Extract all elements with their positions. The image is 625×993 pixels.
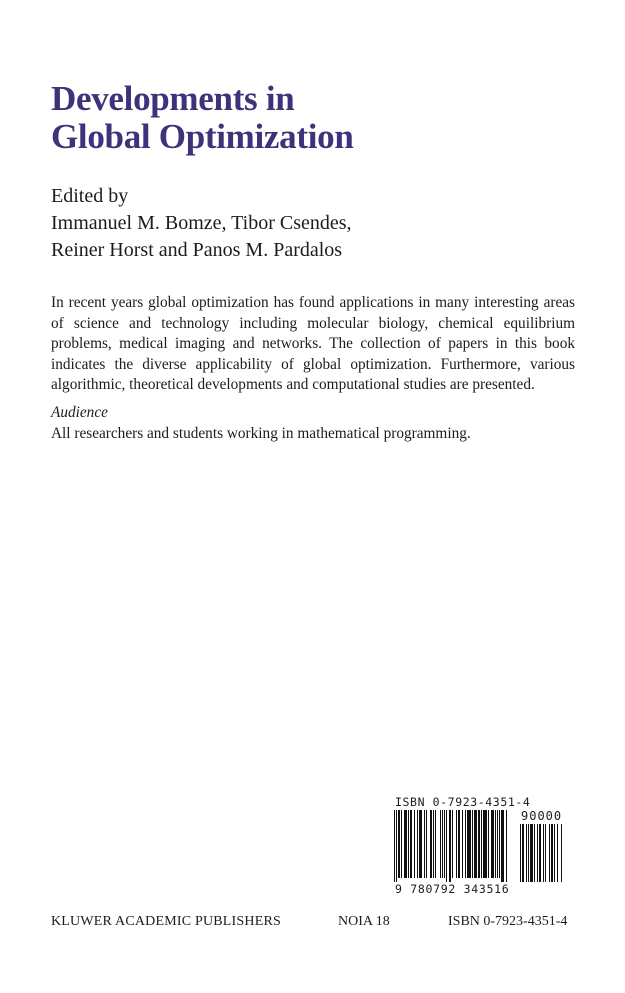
- edited-by-label: Edited by: [51, 185, 129, 207]
- barcode-bar: [426, 810, 427, 878]
- barcode-bar: [442, 810, 443, 878]
- barcode-bar: [554, 824, 555, 882]
- barcode-bar: [478, 810, 480, 878]
- barcode-bar: [491, 810, 494, 878]
- barcode-bar: [539, 824, 541, 882]
- barcode-bar: [396, 810, 397, 882]
- barcode-bar: [520, 824, 521, 882]
- book-title-line-2: Global Optimization: [51, 117, 354, 156]
- isbn-barcode: [394, 796, 579, 900]
- audience-heading: Audience: [51, 404, 108, 421]
- barcode-bar: [528, 824, 529, 882]
- barcode-bar: [414, 810, 415, 878]
- audience-text: All researchers and students working in mathematical programming.: [51, 425, 471, 442]
- barcode-bar: [417, 810, 418, 878]
- barcode-bar: [452, 810, 453, 878]
- barcode-bar: [522, 824, 524, 882]
- barcode-bar: [410, 810, 412, 878]
- barcode-bar: [398, 810, 400, 878]
- editors-block: [51, 183, 352, 264]
- series-number: NOIA 18: [338, 914, 390, 929]
- barcode-bar: [526, 824, 527, 882]
- barcode-bar: [444, 810, 445, 878]
- barcode-bar: [456, 810, 457, 878]
- barcode-bar: [543, 824, 544, 882]
- barcode-bar: [408, 810, 409, 878]
- barcode-bar: [462, 810, 463, 878]
- barcode-bar: [465, 810, 466, 878]
- barcode-bar: [435, 810, 436, 878]
- barcode-ean-digits: 9 780792 343516: [395, 882, 510, 896]
- editor-names-line-1: Immanuel M. Bomze, Tibor Csendes,: [51, 212, 352, 234]
- barcode-bar: [499, 810, 500, 878]
- barcode-bar: [545, 824, 546, 882]
- book-title: [51, 80, 591, 156]
- barcode-bar: [551, 824, 553, 882]
- barcode-addon-code: 90000: [521, 809, 563, 823]
- barcode-bar: [458, 810, 460, 878]
- publisher-name: KLUWER ACADEMIC PUBLISHERS: [51, 914, 281, 929]
- barcode-addon-bars: [520, 824, 572, 882]
- barcode-bar: [534, 824, 535, 882]
- barcode-bar: [561, 824, 562, 882]
- barcode-bars: [394, 810, 514, 882]
- book-description: In recent years global optimization has found applications in many interesting areas of science and technology including molecular biology, chemical equilibrium problems, medical imaging and networks. The collection of papers in this book indicates the diverse applicability of global optimization. Furthermore, various algorithmic, theoretical developments and computational studies are presented.: [51, 294, 575, 394]
- barcode-bar: [424, 810, 425, 878]
- barcode-bar: [549, 824, 550, 882]
- barcode-bar: [449, 810, 451, 882]
- barcode-bar: [497, 810, 498, 878]
- book-title-line-1: Developments in: [51, 79, 295, 118]
- barcode-bar: [419, 810, 422, 878]
- barcode-bar: [446, 810, 447, 882]
- barcode-bar: [483, 810, 487, 878]
- barcode-bar: [530, 824, 533, 882]
- barcode-bar: [481, 810, 482, 878]
- barcode-bar: [433, 810, 434, 878]
- barcode-bar: [440, 810, 441, 878]
- barcode-bar: [557, 824, 558, 882]
- barcode-bar: [430, 810, 432, 878]
- editor-names-line-2: Reiner Horst and Panos M. Pardalos: [51, 239, 343, 261]
- barcode-bar: [401, 810, 402, 878]
- barcode-isbn-label: ISBN 0-7923-4351-4: [395, 795, 531, 809]
- barcode-bar: [501, 810, 504, 882]
- footer-isbn: ISBN 0-7923-4351-4: [448, 914, 568, 929]
- barcode-bar: [506, 810, 507, 882]
- barcode-bar: [467, 810, 471, 878]
- barcode-bar: [488, 810, 489, 878]
- barcode-bar: [495, 810, 496, 878]
- barcode-bar: [474, 810, 477, 878]
- barcode-bar: [537, 824, 538, 882]
- barcode-bar: [394, 810, 395, 882]
- barcode-bar: [404, 810, 407, 878]
- barcode-bar: [472, 810, 473, 878]
